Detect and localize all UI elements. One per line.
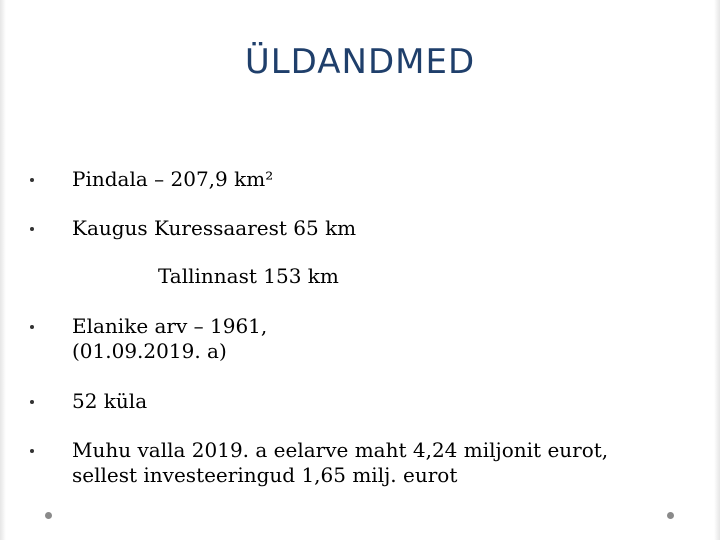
bullet-icon bbox=[30, 178, 34, 182]
bullet-icon bbox=[30, 325, 34, 329]
bullet-text: 52 küla bbox=[72, 389, 148, 413]
bullet-text: Pindala – 207,9 km² bbox=[72, 167, 274, 191]
bullet-text-line: Elanike arv – 1961, bbox=[72, 314, 268, 338]
slide-title: ÜLDANDMED bbox=[244, 42, 476, 82]
corner-dot-icon-left bbox=[45, 512, 52, 519]
bullet-text-line: (01.09.2019. a) bbox=[72, 339, 227, 363]
bullet-text bbox=[72, 438, 672, 488]
corner-dot-icon-right bbox=[667, 512, 674, 519]
bullet-icon bbox=[30, 227, 34, 231]
bullet-continuation-tallinn: Tallinnast 153 km bbox=[158, 264, 339, 288]
bullet-text-line: Muhu valla 2019. a eelarve maht 4,24 miljonit eurot, bbox=[72, 438, 609, 462]
bullet-text: Kaugus Kuressaarest 65 km bbox=[72, 216, 357, 240]
bullet-icon bbox=[30, 449, 34, 453]
bullet-text bbox=[72, 314, 672, 364]
bullet-text-line: sellest investeeringud 1,65 milj. eurot bbox=[72, 463, 458, 487]
bullet-icon bbox=[30, 400, 34, 404]
